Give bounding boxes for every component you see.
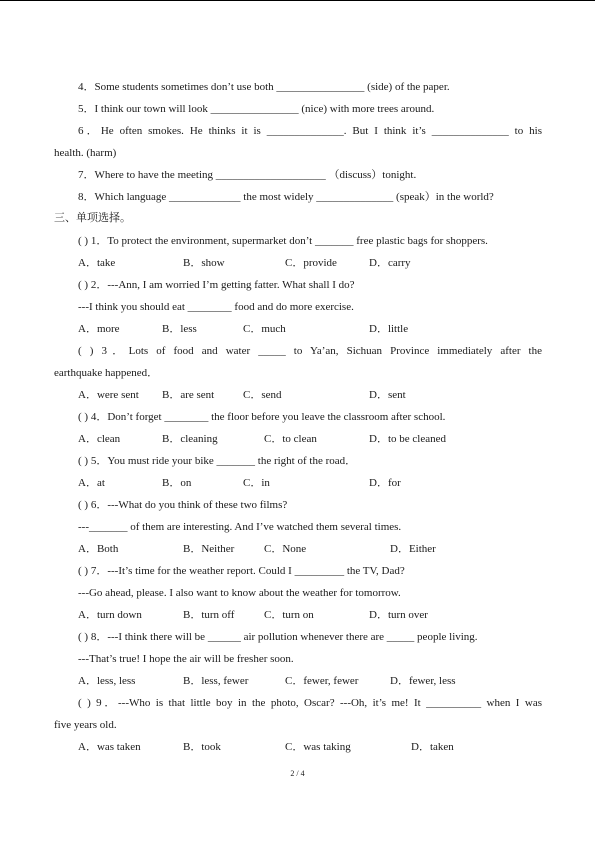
mc-question-3: ( ) 3．Lots of food and water _____ to Ya’an, Sichuan Province immediately after the bbox=[78, 345, 542, 357]
mc1-option-a: A．take bbox=[78, 257, 116, 269]
mc7-option-b: B．turn off bbox=[183, 609, 235, 621]
mc4-option-c: C．to clean bbox=[264, 433, 317, 445]
mc4-option-d: D．to be cleaned bbox=[369, 433, 446, 445]
mc9-option-c: C．was taking bbox=[285, 741, 351, 753]
mc5-option-d: D．for bbox=[369, 477, 401, 489]
question-7: 7．Where to have the meeting ____________________ （discuss）tonight. bbox=[78, 169, 417, 181]
mc-question-2-reply: ---I think you should eat ________ food and do more exercise. bbox=[78, 301, 354, 313]
question-5: 5．I think our town will look ________________ (nice) with more trees around. bbox=[78, 103, 435, 115]
mc3-option-a: A．were sent bbox=[78, 389, 139, 401]
mc3-option-d: D．sent bbox=[369, 389, 406, 401]
mc8-option-d: D．fewer, less bbox=[390, 675, 456, 687]
mc-question-4: ( ) 4．Don’t forget ________ the floor before you leave the classroom after school. bbox=[78, 411, 446, 423]
mc3-option-b: B．are sent bbox=[162, 389, 215, 401]
mc4-option-a: A．clean bbox=[78, 433, 121, 445]
mc-question-6-reply: ---_______ of them are interesting. And I’ve watched them several times. bbox=[78, 521, 402, 533]
mc6-option-b: B．Neither bbox=[183, 543, 235, 555]
mc7-option-d: D．turn over bbox=[369, 609, 428, 621]
mc-question-9: ( ) 9．---Who is that little boy in the photo, Oscar? ---Oh, it’s me! It __________ when I was bbox=[78, 697, 542, 709]
mc-question-8-reply: ---That’s true! I hope the air will be fresher soon. bbox=[78, 653, 294, 665]
mc9-option-b: B．took bbox=[183, 741, 221, 753]
question-4: 4．Some students sometimes don’t use both ________________ (side) of the paper. bbox=[78, 81, 450, 93]
mc-question-8: ( ) 8．---I think there will be ______ air pollution whenever there are _____ people living. bbox=[78, 631, 478, 643]
mc1-option-c: C．provide bbox=[285, 257, 337, 269]
mc9-option-d: D．taken bbox=[411, 741, 454, 753]
mc-question-7-reply: ---Go ahead, please. I also want to know about the weather for tomorrow. bbox=[78, 587, 401, 599]
mc2-option-a: A．more bbox=[78, 323, 120, 335]
mc7-option-c: C．turn on bbox=[264, 609, 314, 621]
mc-question-5: ( ) 5．You must ride your bike _______ the right of the road． bbox=[78, 455, 357, 467]
mc5-option-b: B．on bbox=[162, 477, 192, 489]
mc8-option-a: A．less, less bbox=[78, 675, 136, 687]
section-heading: 三、单项选择。 bbox=[54, 212, 131, 224]
page-number: 2 / 4 bbox=[290, 769, 305, 778]
mc-question-3-continued: earthquake happened． bbox=[54, 367, 159, 379]
mc9-option-a: A．was taken bbox=[78, 741, 141, 753]
mc1-option-b: B．show bbox=[183, 257, 225, 269]
question-8: 8．Which language _____________ the most widely ______________ (speak）in the world? bbox=[78, 191, 494, 203]
mc4-option-b: B．cleaning bbox=[162, 433, 218, 445]
mc-question-6: ( ) 6．---What do you think of these two films? bbox=[78, 499, 288, 511]
mc2-option-c: C．much bbox=[243, 323, 286, 335]
mc6-option-d: D．Either bbox=[390, 543, 436, 555]
mc2-option-d: D．little bbox=[369, 323, 409, 335]
question-6: 6．He often smokes. He thinks it is ______________. But I think it’s ______________ to his bbox=[78, 125, 542, 137]
mc-question-2: ( ) 2．---Ann, I am worried I’m getting fatter. What shall I do? bbox=[78, 279, 355, 291]
mc-question-1: ( ) 1．To protect the environment, supermarket don’t _______ free plastic bags for shoppers. bbox=[78, 235, 488, 247]
mc5-option-a: A．at bbox=[78, 477, 105, 489]
mc6-option-a: A．Both bbox=[78, 543, 119, 555]
mc5-option-c: C．in bbox=[243, 477, 270, 489]
page-top-rule bbox=[0, 0, 595, 1]
mc1-option-d: D．carry bbox=[369, 257, 411, 269]
mc7-option-a: A．turn down bbox=[78, 609, 142, 621]
mc6-option-c: C．None bbox=[264, 543, 307, 555]
mc3-option-c: C．send bbox=[243, 389, 282, 401]
mc2-option-b: B．less bbox=[162, 323, 197, 335]
mc8-option-b: B．less, fewer bbox=[183, 675, 249, 687]
mc-question-7: ( ) 7．---It’s time for the weather report. Could I _________ the TV, Dad? bbox=[78, 565, 405, 577]
question-6-continued: health. (harm) bbox=[54, 147, 117, 159]
mc8-option-c: C．fewer, fewer bbox=[285, 675, 359, 687]
mc-question-9-continued: five years old. bbox=[54, 719, 117, 731]
